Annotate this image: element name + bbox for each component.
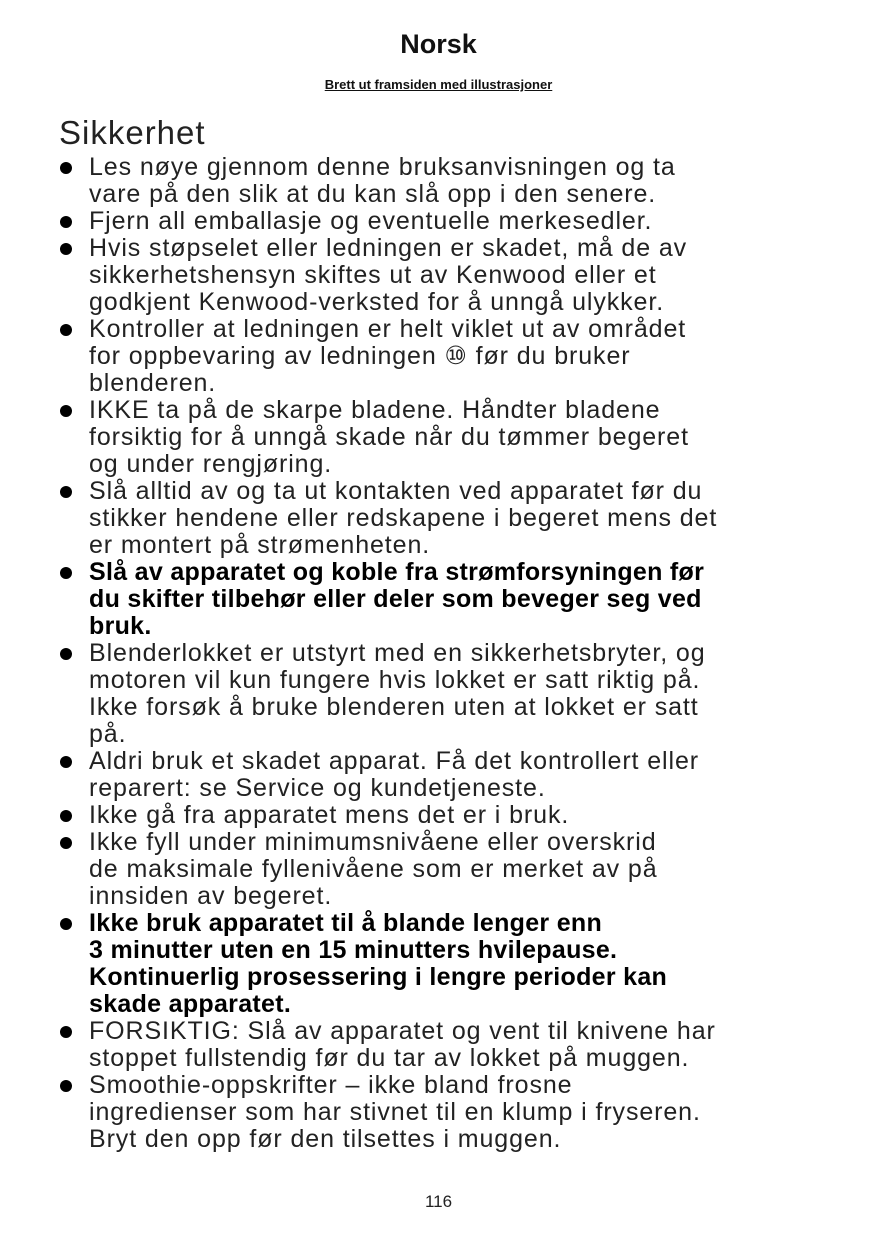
item-text-line: innsiden av begeret. — [89, 882, 333, 910]
list-item — [0, 316, 717, 397]
list-item — [0, 1018, 717, 1072]
item-text-line: Ikke fyll under minimumsnivåene eller overskrid — [89, 828, 657, 856]
bullet-icon — [60, 243, 72, 255]
item-text-line: Hvis støpselet eller ledningen er skadet, må de av — [89, 234, 688, 262]
bullet-icon — [60, 324, 72, 336]
item-text-line: Les nøye gjennom denne bruksanvisningen og ta — [89, 153, 676, 181]
bullet-icon — [60, 756, 72, 768]
bullet-icon — [60, 837, 72, 849]
item-text-line: IKKE ta på de skarpe bladene. Håndter bladene — [89, 396, 661, 424]
list-item — [0, 910, 717, 1018]
language-heading: Norsk — [400, 29, 477, 59]
list-item — [0, 640, 717, 748]
list-item — [0, 208, 717, 235]
list-item — [0, 802, 717, 829]
item-text-line: de maksimale fyllenivåene som er merket av på — [89, 855, 658, 883]
item-text-line: sikkerhetshensyn skiftes ut av Kenwood eller et — [89, 261, 657, 289]
item-text-line: Fjern all emballasje og eventuelle merkesedler. — [89, 207, 653, 235]
bullet-icon — [60, 810, 72, 822]
item-text-line: for oppbevaring av ledningen ⑩ før du bruker — [89, 342, 631, 370]
bullet-icon — [60, 918, 72, 930]
list-item — [0, 748, 717, 802]
item-text-line: FORSIKTIG: Slå av apparatet og vent til knivene har — [89, 1017, 716, 1045]
item-text-line: forsiktig for å unngå skade når du tømmer begeret — [89, 423, 689, 451]
item-text-line: blenderen. — [89, 369, 217, 397]
item-text-line: 3 minutter uten en 15 minutters hvilepause. — [89, 936, 618, 964]
item-text-line: Slå av apparatet og koble fra strømforsyningen før — [89, 558, 705, 586]
bullet-icon — [60, 216, 72, 228]
bullet-icon — [60, 567, 72, 579]
bullet-icon — [60, 162, 72, 174]
item-text-line: godkjent Kenwood-verksted for å unngå ulykker. — [89, 288, 665, 316]
item-text-line: stoppet fullstendig før du tar av lokket på muggen. — [89, 1044, 690, 1072]
bullet-icon — [60, 648, 72, 660]
bullet-icon — [60, 486, 72, 498]
item-text-line: ingredienser som har stivnet til en klump i fryseren. — [89, 1098, 701, 1126]
list-item — [0, 478, 717, 559]
list-item — [0, 235, 717, 316]
item-text-line: vare på den slik at du kan slå opp i den senere. — [89, 180, 657, 208]
list-item — [0, 829, 717, 910]
fold-out-instruction: Brett ut framsiden med illustrasjoner — [324, 77, 553, 92]
item-text-line: Smoothie-oppskrifter – ikke bland frosne — [89, 1071, 573, 1099]
item-text-line: Ikke bruk apparatet til å blande lenger enn — [89, 909, 603, 937]
list-item — [0, 397, 717, 478]
list-item — [0, 559, 717, 640]
page-number: 116 — [424, 1192, 453, 1211]
item-text-line: Ikke gå fra apparatet mens det er i bruk. — [89, 801, 570, 829]
item-text-line: bruk. — [89, 612, 152, 640]
item-text-line: Kontinuerlig prosessering i lengre perioder kan — [89, 963, 668, 991]
item-text-line: motoren vil kun fungere hvis lokket er satt riktig på. — [89, 666, 701, 694]
item-text-line: stikker hendene eller redskapene i begeret mens det — [89, 504, 718, 532]
item-text-line: skade apparatet. — [89, 990, 292, 1018]
item-text-line: Ikke forsøk å bruke blenderen uten at lokket er satt — [89, 693, 699, 721]
item-text-line: Slå alltid av og ta ut kontakten ved apparatet før du — [89, 477, 703, 505]
list-item — [0, 1072, 717, 1153]
bullet-icon — [60, 1026, 72, 1038]
item-text-line: reparert: se Service og kundetjeneste. — [89, 774, 546, 802]
list-item — [0, 154, 717, 208]
bullet-icon — [60, 1080, 72, 1092]
safety-list — [0, 154, 717, 1153]
item-text-line: Bryt den opp før den tilsettes i muggen. — [89, 1125, 562, 1153]
item-text-line: og under rengjøring. — [89, 450, 333, 478]
item-text-line: Blenderlokket er utstyrt med en sikkerhetsbryter, og — [89, 639, 706, 667]
item-text-line: du skifter tilbehør eller deler som beveger seg ved — [89, 585, 702, 613]
item-text-line: Aldri bruk et skadet apparat. Få det kontrollert eller — [89, 747, 699, 775]
bullet-icon — [60, 405, 72, 417]
item-text-line: er montert på strømenheten. — [89, 531, 431, 559]
item-text-line: Kontroller at ledningen er helt viklet ut av området — [89, 315, 687, 343]
item-text-line: på. — [89, 720, 127, 748]
section-title: Sikkerhet — [59, 114, 206, 151]
